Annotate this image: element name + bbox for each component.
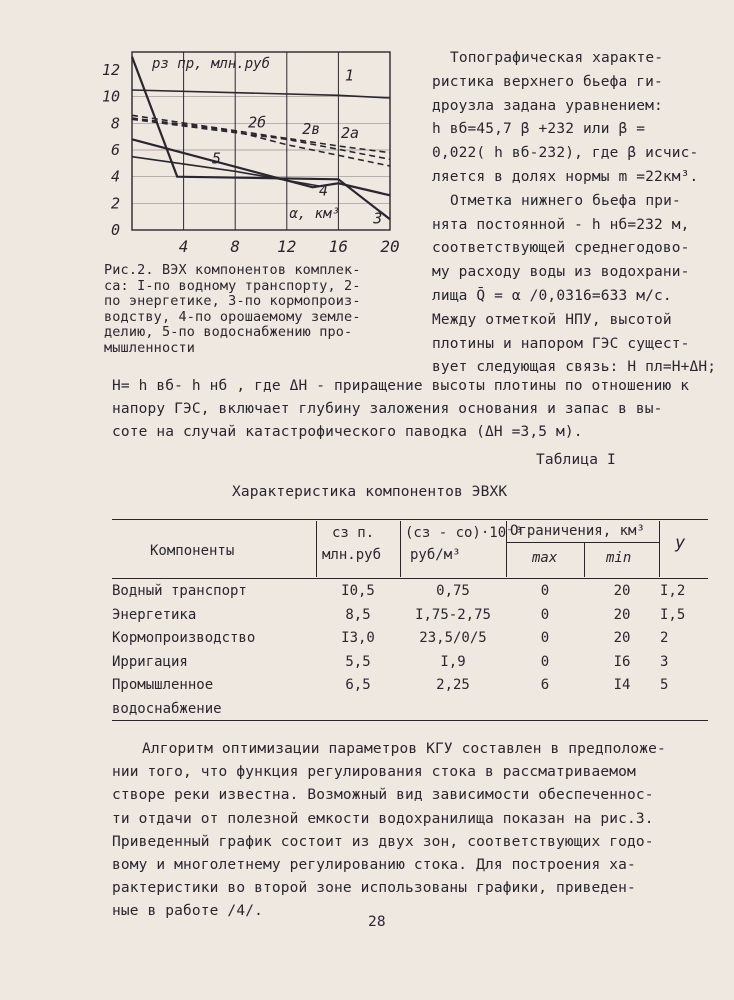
bottomtext-line: ти отдачи от полезной емкости водохранилища показан на рис.3. xyxy=(112,810,654,827)
x-tick-label: 8 xyxy=(230,237,241,256)
table-header-rule xyxy=(112,578,708,579)
table-cell-y: 2 xyxy=(660,630,669,646)
series-line-5 xyxy=(132,157,319,186)
table-cell-min: 20 xyxy=(613,583,631,599)
table-cell-name: водоснабжение xyxy=(112,700,222,717)
rightcol-line: Топографическая характе- xyxy=(450,50,664,66)
table-title: Характеристика компонентов ЭВХК xyxy=(232,484,508,500)
bottomtext-line: нии того, что функция регулирования стока в рассматриваемом xyxy=(112,764,636,781)
x-tick-label: 20 xyxy=(380,237,400,256)
rightcol-line: соответствующей среднегодово- xyxy=(432,240,690,257)
rightcol-line: Отметка нижнего бьефа при- xyxy=(450,192,681,209)
table-cell-y: I,2 xyxy=(660,583,686,599)
header-max: max xyxy=(532,550,558,566)
bottomtext-line: вому и многолетнему регулированию стока. Для построения ха- xyxy=(112,857,636,873)
header-y: у xyxy=(675,533,686,553)
rightcol-line: ристика верхнего бьефа ги- xyxy=(432,73,663,90)
table-bottom-rule xyxy=(112,720,708,721)
caption-line: Рис.2. ВЭХ компонентов комплек- xyxy=(104,262,361,278)
y-axis-label: рз пр, млн.руб xyxy=(152,56,271,72)
caption-line: мышленности xyxy=(104,340,196,356)
rightcol-line: плотины и напором ГЭС сущест- xyxy=(432,335,690,352)
header-diff-line2: руб/м³ xyxy=(410,547,461,563)
table-cell-name: Энергетика xyxy=(112,606,197,623)
series-label-4: 4 xyxy=(319,181,329,200)
series-label-2а: 2а xyxy=(340,124,360,142)
page-number: 28 xyxy=(368,914,386,930)
table-cell-min: 20 xyxy=(613,630,631,646)
table-cell-max: 6 xyxy=(540,677,550,693)
rightcol-line: 0,022( h вб-232), где β исчис- xyxy=(432,145,699,162)
table-cell-c: 5,5 xyxy=(345,653,371,670)
fulltext-line: соте на случай катастрофического паводка (ΔН =3,5 м). xyxy=(112,424,583,440)
col-divider-4 xyxy=(584,543,585,577)
table-cell-max: 0 xyxy=(540,583,550,599)
rightcol-line: нята постоянной - h нб=232 м, xyxy=(432,216,690,233)
header-min: min xyxy=(606,550,632,566)
table-cell-max: 0 xyxy=(540,653,550,670)
rightcol-line: h вб=45,7 β +232 или β = xyxy=(432,121,646,138)
table-cell-diff: I,9 xyxy=(440,653,466,670)
col-divider-5 xyxy=(659,521,660,577)
y-tick-label: 6 xyxy=(110,141,120,159)
x-tick-label: 12 xyxy=(277,237,297,256)
x-tick-label: 4 xyxy=(178,237,189,256)
table-cell-min: I4 xyxy=(613,677,631,693)
rightcol-line: вует следующая связь: Н пл=Н+ΔН; xyxy=(432,359,717,376)
header-c-line1: сз п. xyxy=(332,525,375,541)
y-tick-label: 8 xyxy=(110,114,120,133)
table-cell-y: 3 xyxy=(660,653,669,670)
table-cell-diff: 2,25 xyxy=(436,677,470,693)
rightcol-line: дроузла задана уравнением: xyxy=(432,97,663,114)
limits-subrule xyxy=(506,542,659,543)
header-c-line2: млн.руб xyxy=(322,547,382,563)
bottomtext-line: ные в работе /4/. xyxy=(112,903,263,920)
rightcol-line: лища Q̄ = α /0,0316=633 м/с. xyxy=(432,288,672,304)
table-cell-y: 5 xyxy=(660,677,669,693)
table-cell-min: 20 xyxy=(613,606,631,623)
y-tick-label: 12 xyxy=(101,61,120,79)
table-cell-c: I3,0 xyxy=(341,630,375,646)
series-label-2в: 2в xyxy=(302,120,321,138)
fulltext-line: напору ГЭС, включает глубину заложения основания и запас в вы- xyxy=(112,401,663,417)
fulltext-line: Н= h вб- h нб , где ΔН - приращение высоты плотины по отношению к xyxy=(112,378,690,394)
header-component: Компоненты xyxy=(150,543,235,559)
y-tick-label: 2 xyxy=(110,194,120,213)
x-axis-label: α, км³ xyxy=(289,206,340,222)
table-cell-c: 6,5 xyxy=(345,677,371,693)
table-cell-max: 0 xyxy=(540,606,550,623)
series-label-3: 3 xyxy=(373,209,383,228)
table-cell-name: Промышленное xyxy=(112,677,214,693)
caption-line: водству, 4-по орошаемому земле- xyxy=(104,308,361,325)
bottomtext-line: створе реки известна. Возможный вид зависимости обеспеченнос- xyxy=(112,787,654,804)
table-cell-min: I6 xyxy=(613,653,631,670)
table-cell-diff: 23,5/0/5 xyxy=(419,630,487,646)
rightcol-line: му расходу воды из водохрани- xyxy=(432,264,690,281)
x-tick-label: 16 xyxy=(328,237,349,256)
table-cell-name: Водный транспорт xyxy=(112,583,247,599)
caption-line: са: I-по водному транспорту, 2- xyxy=(104,277,361,294)
table-cell-diff: 0,75 xyxy=(436,583,470,599)
table-cell-diff: I,75-2,75 xyxy=(415,606,491,623)
header-limits: Ограничения, км³ xyxy=(510,523,645,539)
table-cell-max: 0 xyxy=(540,630,550,646)
y-tick-label: 10 xyxy=(101,87,120,106)
vekh-chart xyxy=(90,40,420,270)
rightcol-line: ляется в долях нормы m =22км³. xyxy=(432,169,699,185)
series-label-2б: 2б xyxy=(248,113,267,132)
series-label-5: 5 xyxy=(211,149,222,168)
y-tick-label: 0 xyxy=(110,221,120,239)
bottomtext-line: Приведенный график состоит из двух зон, соответствующих годо- xyxy=(112,833,654,850)
table-cell-name: Кормопроизводство xyxy=(112,630,256,646)
caption-line: по энергетике, 3-по кормопроиз- xyxy=(104,293,361,310)
col-divider-1 xyxy=(316,521,317,577)
table-cell-y: I,5 xyxy=(660,606,686,623)
table-cell-c: I0,5 xyxy=(341,583,375,599)
header-diff-line1: (сз - со)·10⁻³ xyxy=(405,525,524,541)
table-cell-name: Ирригация xyxy=(112,653,188,670)
table-cell-c: 8,5 xyxy=(345,606,371,623)
series-label-1: 1 xyxy=(344,66,354,85)
caption-line: делию, 5-по водоснабжению про- xyxy=(104,324,353,341)
bottomtext-line: рактеристики во второй зоне использованы графики, приведен- xyxy=(112,880,636,897)
col-divider-2 xyxy=(400,521,401,577)
y-tick-label: 4 xyxy=(110,167,120,186)
rightcol-line: Между отметкой НПУ, высотой xyxy=(432,311,672,328)
table-top-rule xyxy=(112,519,708,520)
bottomtext-line: Алгоритм оптимизации параметров КГУ составлен в предположе- xyxy=(142,741,666,757)
table-number: Таблица I xyxy=(536,452,616,468)
